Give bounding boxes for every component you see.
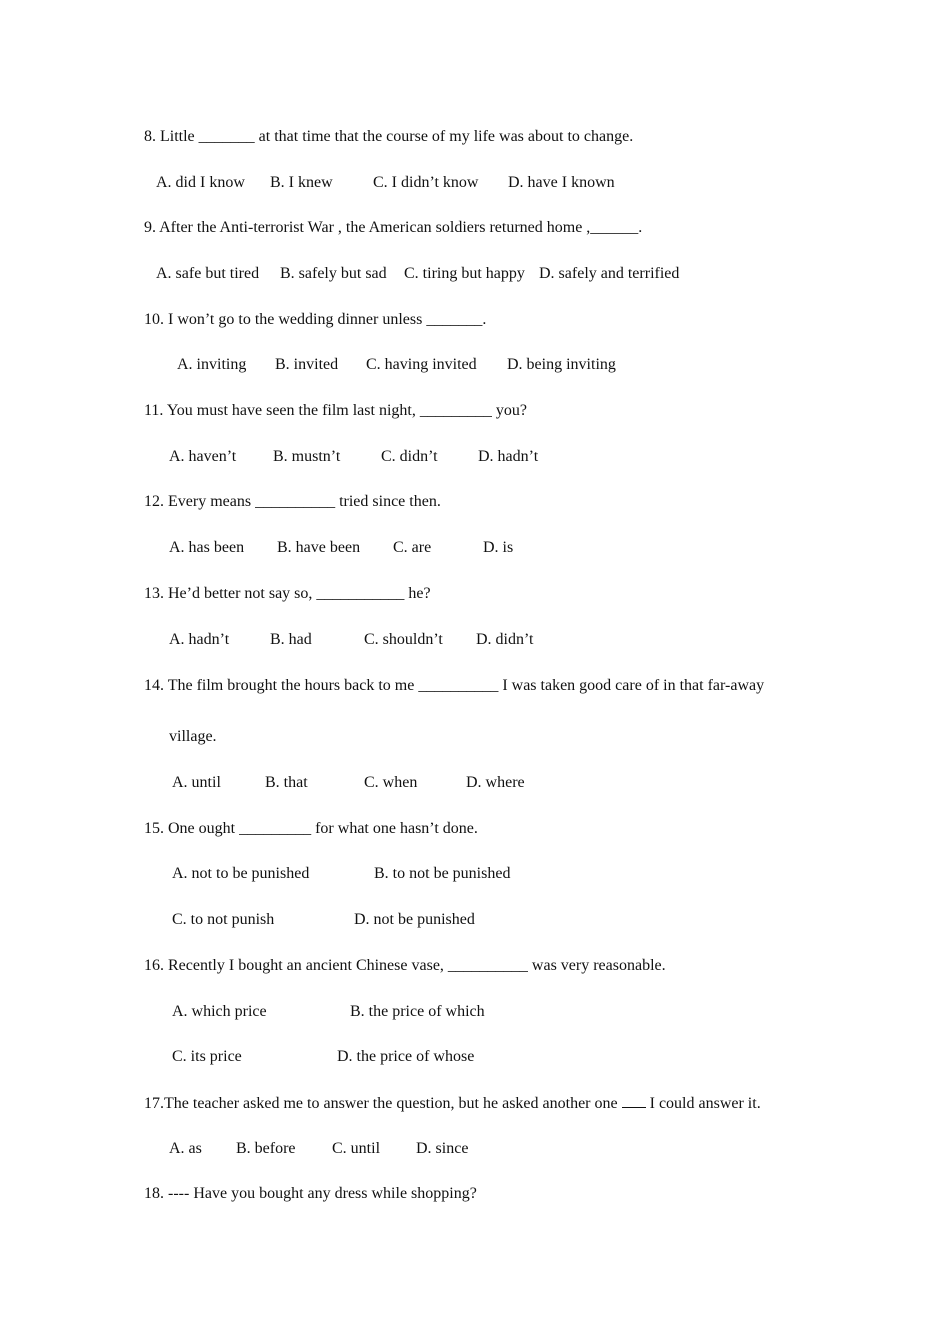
question-9-option-a: A. safe but tired xyxy=(156,265,260,282)
question-14-stem: 14. The film brought the hours back to me __________ I was taken good care of in that far-away xyxy=(144,677,765,694)
question-8-stem: 8. Little _______ at that time that the course of my life was about to change. xyxy=(144,128,634,145)
question-13-option-d: D. didn’t xyxy=(476,631,534,648)
question-13-option-a: A. hadn’t xyxy=(169,631,230,648)
question-13-option-c: C. shouldn’t xyxy=(364,631,443,648)
question-11-option-d: D. hadn’t xyxy=(478,448,539,465)
question-11-stem: 11. You must have seen the film last night, _________ you? xyxy=(144,402,527,419)
question-16-option-c: C. its price xyxy=(172,1048,242,1065)
question-12-option-c: C. are xyxy=(393,539,432,556)
question-17-stem-after: I could answer it. xyxy=(649,1095,761,1112)
question-10-option-a: A. inviting xyxy=(177,356,247,373)
question-8-option-a: A. did I know xyxy=(156,174,245,191)
question-16-option-b: B. the price of which xyxy=(350,1003,485,1020)
answer-blank xyxy=(622,1093,646,1108)
question-13-stem: 13. He’d better not say so, ___________ he? xyxy=(144,585,431,602)
question-10-option-c: C. having invited xyxy=(366,356,477,373)
question-11-option-c: C. didn’t xyxy=(381,448,438,465)
question-9-option-c: C. tiring but happy xyxy=(404,265,525,282)
question-12-option-d: D. is xyxy=(483,539,514,556)
question-15-option-a: A. not to be punished xyxy=(172,865,310,882)
question-14-option-b: B. that xyxy=(265,774,308,791)
question-15-option-b: B. to not be punished xyxy=(374,865,511,882)
question-17-option-b: B. before xyxy=(236,1140,296,1157)
question-8-option-b: B. I knew xyxy=(270,174,333,191)
question-17-option-c: C. until xyxy=(332,1140,381,1157)
question-14-option-d: D. where xyxy=(466,774,525,791)
question-10-stem: 10. I won’t go to the wedding dinner unless _______. xyxy=(144,311,487,328)
question-12-option-b: B. have been xyxy=(277,539,361,556)
question-15-stem: 15. One ought _________ for what one hasn’t done. xyxy=(144,820,478,837)
question-9-option-d: D. safely and terrified xyxy=(539,265,680,282)
question-14-option-a: A. until xyxy=(172,774,221,791)
question-9-stem: 9. After the Anti-terrorist War , the American soldiers returned home ,______. xyxy=(144,219,643,236)
question-16-option-d: D. the price of whose xyxy=(337,1048,475,1065)
question-10-option-b: B. invited xyxy=(275,356,339,373)
question-16-stem: 16. Recently I bought an ancient Chinese vase, __________ was very reasonable. xyxy=(144,957,666,974)
question-12-stem: 12. Every means __________ tried since then. xyxy=(144,493,441,510)
question-11-option-a: A. haven’t xyxy=(169,448,237,465)
question-17-option-a: A. as xyxy=(169,1140,202,1157)
question-10-option-d: D. being inviting xyxy=(507,356,616,373)
question-8-option-d: D. have I known xyxy=(508,174,615,191)
question-17-stem xyxy=(144,1093,761,1114)
question-16-option-a: A. which price xyxy=(172,1003,267,1020)
question-15-option-d: D. not be punished xyxy=(354,911,475,928)
question-17-stem-before: 17.The teacher asked me to answer the question, but he asked another one xyxy=(144,1095,618,1112)
question-14-stem-continued: village. xyxy=(169,728,217,745)
question-9-option-b: B. safely but sad xyxy=(280,265,387,282)
question-17-option-d: D. since xyxy=(416,1140,469,1157)
question-12-option-a: A. has been xyxy=(169,539,245,556)
question-8-option-c: C. I didn’t know xyxy=(373,174,479,191)
question-18-stem: 18. ---- Have you bought any dress while shopping? xyxy=(144,1185,477,1202)
question-11-option-b: B. mustn’t xyxy=(273,448,341,465)
question-15-option-c: C. to not punish xyxy=(172,911,275,928)
question-13-option-b: B. had xyxy=(270,631,312,648)
question-14-option-c: C. when xyxy=(364,774,418,791)
